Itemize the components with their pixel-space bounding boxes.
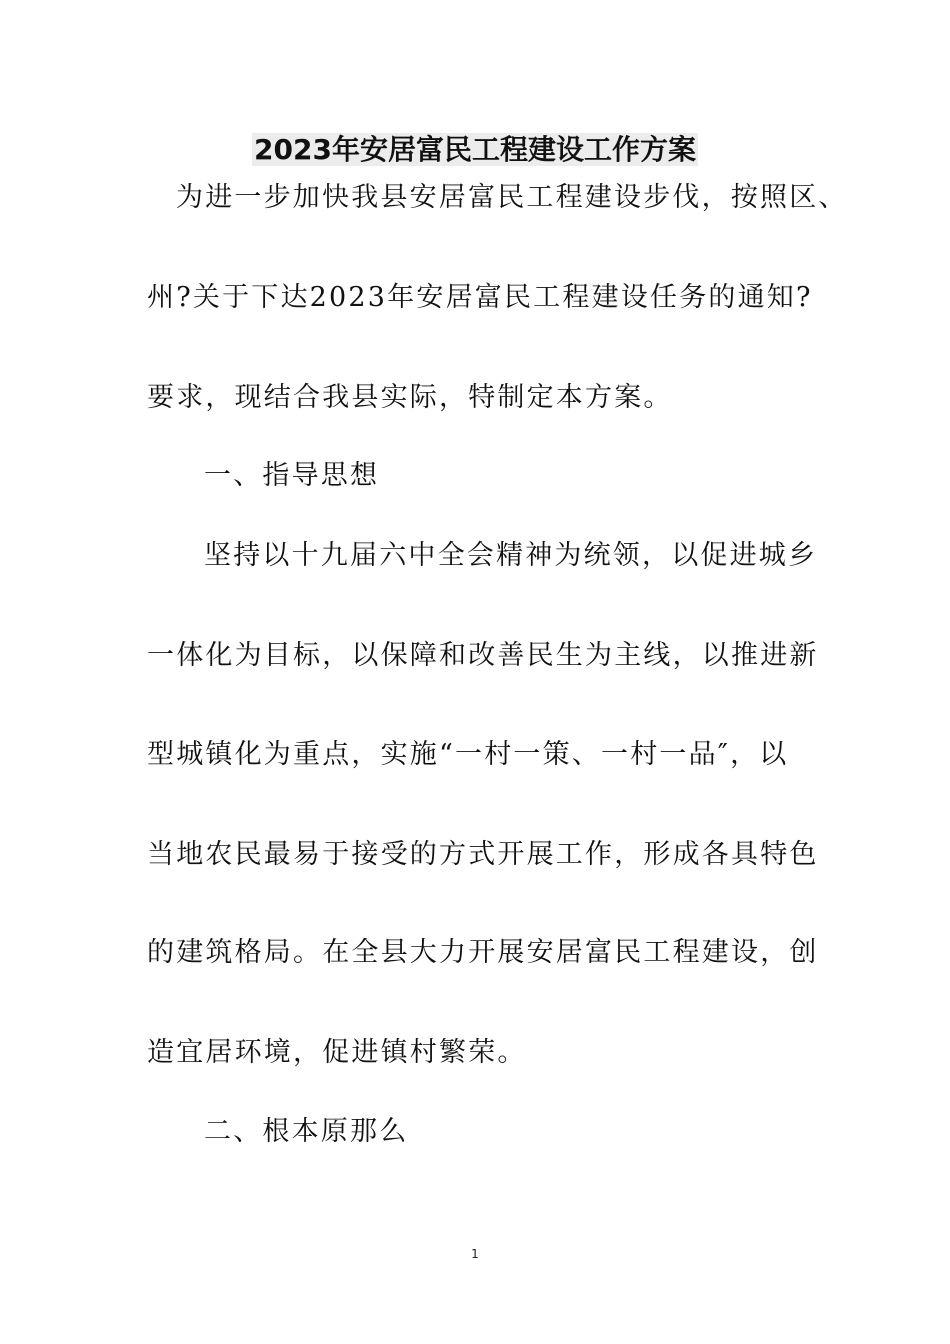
body-line-3: 要求，现结合我县实际，特制定本方案。 xyxy=(147,382,673,413)
body-line-8: 当地农民最易于接受的方式开展工作，形成各具特色 xyxy=(147,839,819,870)
body-line-9: 的建筑格局。在全县大力开展安居富民工程建设，创 xyxy=(147,937,819,968)
body-line-5: 坚持以十九届六中全会精神为统领，以促进城乡 xyxy=(204,540,818,571)
body-line-2: 州?关于下达2023年安居富民工程建设任务的通知? xyxy=(147,282,813,313)
body-line-10: 造宜居环境，促进镇村繁荣。 xyxy=(147,1037,527,1068)
page-number: 1 xyxy=(471,1247,479,1261)
body-line-1: 为进一步加快我县安居富民工程建设步伐，按照区、 xyxy=(176,182,848,213)
section-heading-2: 二、根本原那么 xyxy=(204,1116,409,1147)
document-title-text: 2023年安居富民工程建设工作方案 xyxy=(254,133,696,166)
section-heading-1: 一、指导思想 xyxy=(204,460,380,491)
body-line-6: 一体化为目标，以保障和改善民生为主线，以推进新 xyxy=(147,640,819,671)
document-title xyxy=(0,130,950,170)
body-line-7: 型城镇化为重点，实施“一村一策、一村一品″，以 xyxy=(147,739,789,770)
